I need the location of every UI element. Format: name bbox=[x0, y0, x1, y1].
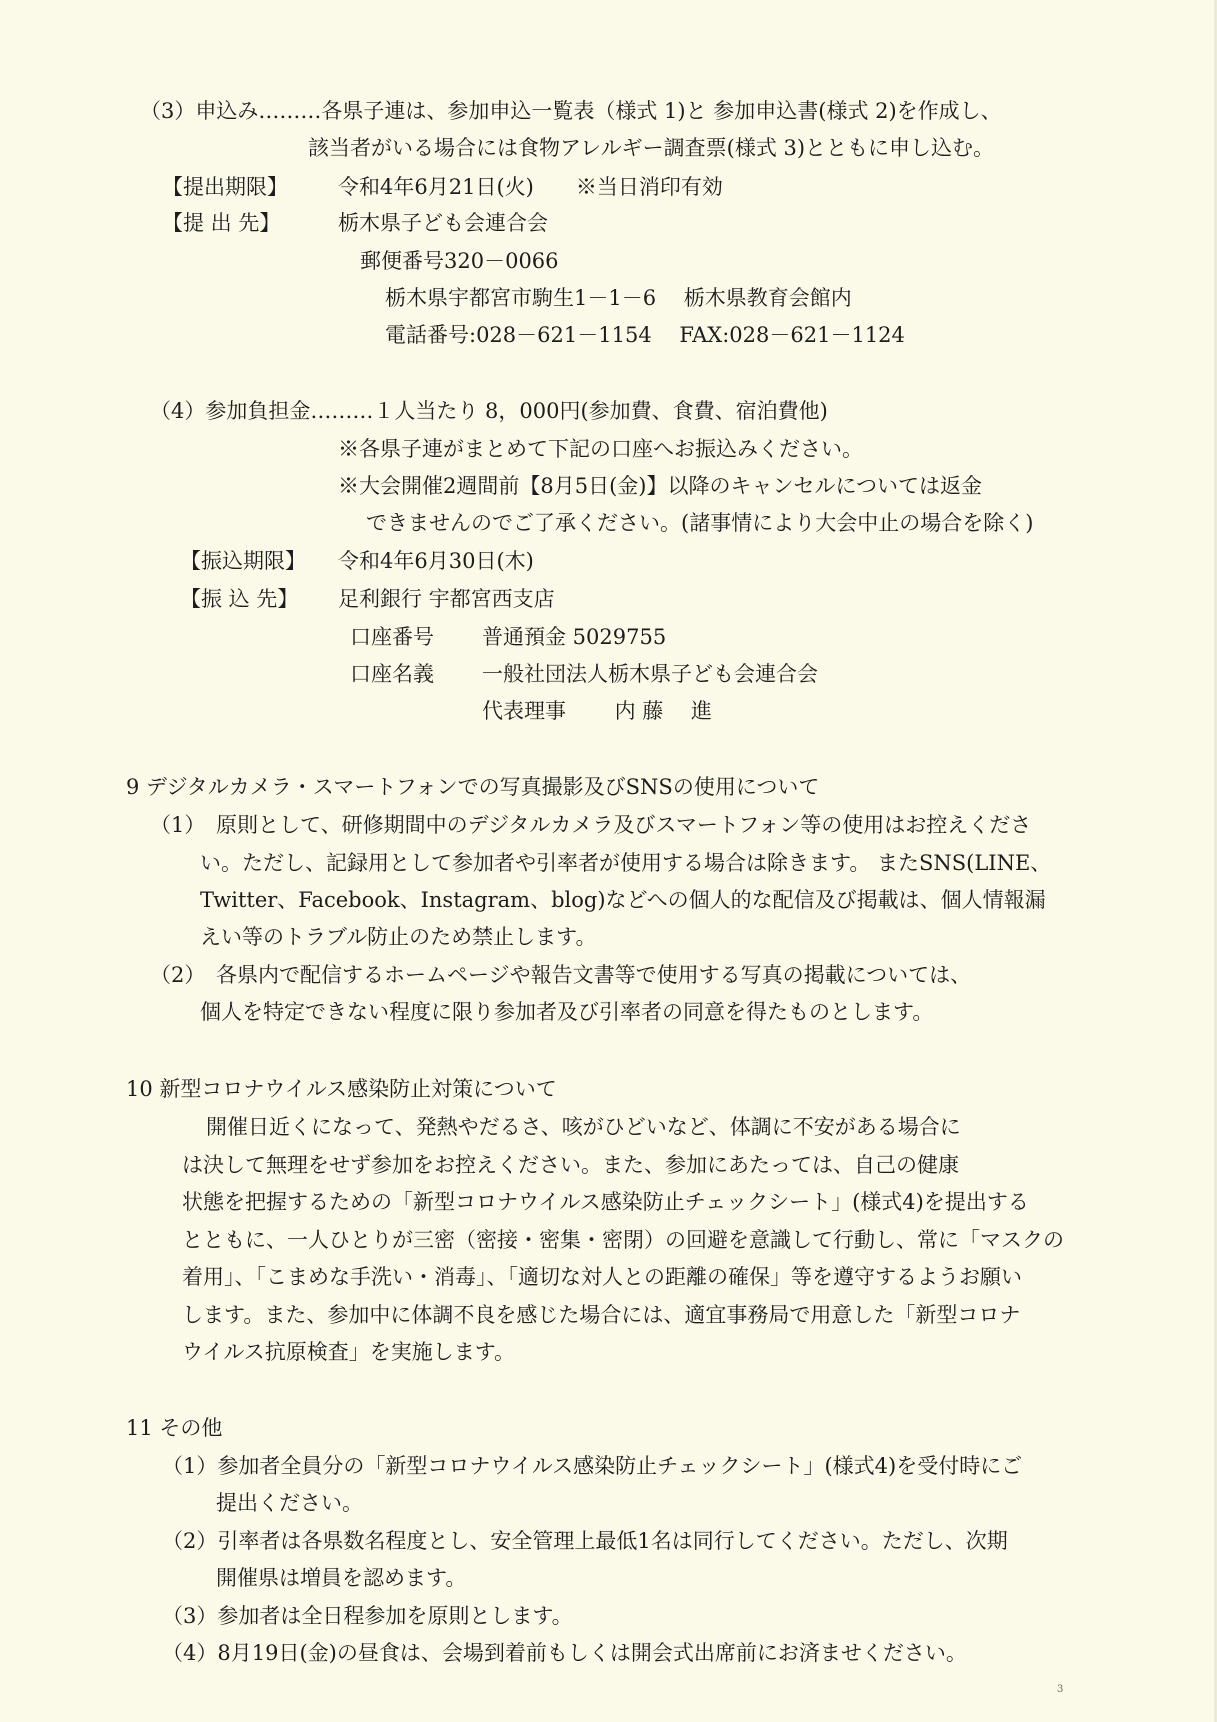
s10-line-4: とともに、一人ひとりが三密（密接・密集・密閉）の回避を意識して行動し、常に「マスクの bbox=[182, 1228, 1064, 1252]
page-number: 3 bbox=[1057, 1684, 1064, 1695]
s11-item-3: （3）参加者は全日程参加を原則とします。 bbox=[162, 1604, 573, 1628]
s10-line-6: します。また、参加中に体調不良を感じた場合には、適宜事務局で用意した「新型コロナ bbox=[182, 1303, 1021, 1327]
s10-line-1: 開催日近くになって、発熱やだるさ、咳がひどいなど、体調に不安がある場合に bbox=[206, 1115, 961, 1139]
s10-line-7: ウイルス抗原検査」を実施します。 bbox=[182, 1340, 516, 1364]
s4-line-1: （4）参加負担金………１人当たり 8，000円(参加費、食費、宿泊費他) bbox=[150, 399, 828, 423]
section-9-heading: 9 デジタルカメラ・スマートフォンでの写真撮影及びSNSの使用について bbox=[126, 775, 820, 799]
bank-name: 足利銀行 宇都宮西支店 bbox=[338, 587, 555, 611]
s3-line-1: （3）申込み………各県子連は、参加申込一覧表（様式 1)と 参加申込書(様式 2)を作成し、 bbox=[140, 99, 1002, 123]
account-name-label: 口座名義 bbox=[350, 662, 434, 686]
deadline-label: 【提出期限】 bbox=[162, 175, 288, 199]
phone-fax: 電話番号:028－621－1154 FAX:028－621－1124 bbox=[385, 323, 905, 347]
s11-item-2-line-2: 開催県は増員を認めます。 bbox=[216, 1566, 467, 1590]
representative: 代表理事 内 藤 進 bbox=[482, 699, 713, 723]
s11-item-1-line-2: 提出ください。 bbox=[216, 1491, 363, 1515]
transfer-deadline-value: 令和4年6月30日(木) bbox=[338, 549, 534, 573]
s10-line-5: 着用」、「こまめな手洗い・消毒」、「適切な対人との距離の確保」等を遵守するようお願い bbox=[182, 1265, 1022, 1289]
s4-note-1: ※各県子連がまとめて下記の口座へお振込みください。 bbox=[338, 437, 863, 461]
section-10-heading: 10 新型コロナウイルス感染防止対策について bbox=[126, 1077, 557, 1101]
account-number: 普通預金 5029755 bbox=[482, 625, 667, 649]
s11-item-1-line-1: （1）参加者全員分の「新型コロナウイルス感染防止チェックシート」(様式4)を受付時にご bbox=[162, 1454, 1023, 1478]
s10-line-3: 状態を把握するための「新型コロナウイルス感染防止チェックシート」(様式4)を提出する bbox=[182, 1190, 1029, 1214]
s9-p1-line-4: えい等のトラブル防止のため禁止します。 bbox=[200, 925, 597, 949]
s3-line-2: 該当者がいる場合には食物アレルギー調査票(様式 3)とともに申し込む。 bbox=[308, 136, 995, 160]
account-name: 一般社団法人栃木県子ども会連合会 bbox=[482, 662, 818, 686]
destination-label: 【提 出 先】 bbox=[162, 211, 281, 235]
s9-p2-marker: （2） bbox=[150, 963, 206, 987]
s9-p2-line-2: 個人を特定できない程度に限り参加者及び引率者の同意を得たものとします。 bbox=[200, 1000, 934, 1024]
s4-note-3: できませんのでご了承ください。(諸事情により大会中止の場合を除く) bbox=[366, 511, 1034, 535]
s11-item-2-line-1: （2）引率者は各県数名程度とし、安全管理上最低1名は同行してください。ただし、次期 bbox=[162, 1529, 1008, 1553]
s9-p1-line-3: Twitter、Facebook、Instagram、blog)などへの個人的な配信及び掲載は、個人情報漏 bbox=[200, 888, 1046, 912]
transfer-deadline-label: 【振込期限】 bbox=[180, 549, 306, 573]
address: 栃木県宇都宮市駒生1－1－6 栃木県教育会館内 bbox=[385, 286, 852, 310]
s9-p1-line-2: い。ただし、記録用として参加者や引率者が使用する場合は除きます。 またSNS(LINE、 bbox=[200, 851, 1052, 875]
postal-code: 郵便番号320－0066 bbox=[360, 249, 559, 273]
destination-org: 栃木県子ども会連合会 bbox=[338, 211, 548, 235]
s9-p2-line-1: 各県内で配信するホームページや報告文書等で使用する写真の掲載については、 bbox=[216, 963, 972, 987]
s4-note-2: ※大会開催2週間前【8月5日(金)】以降のキャンセルについては返金 bbox=[338, 474, 983, 498]
deadline-value: 令和4年6月21日(火) ※当日消印有効 bbox=[338, 175, 723, 199]
transfer-destination-label: 【振 込 先】 bbox=[180, 587, 299, 611]
s11-item-4: （4）8月19日(金)の昼食は、会場到着前もしくは開会式出席前にお済ませください。 bbox=[162, 1641, 967, 1665]
section-11-heading: 11 その他 bbox=[126, 1416, 223, 1440]
s9-p1-line-1: 原則として、研修期間中のデジタルカメラ及びスマートフォン等の使用はお控えくださ bbox=[216, 813, 1032, 837]
s10-line-2: は決して無理をせず参加をお控えください。また、参加にあたっては、自己の健康 bbox=[182, 1153, 959, 1177]
account-number-label: 口座番号 bbox=[350, 625, 434, 649]
s9-p1-marker: （1） bbox=[150, 813, 206, 837]
